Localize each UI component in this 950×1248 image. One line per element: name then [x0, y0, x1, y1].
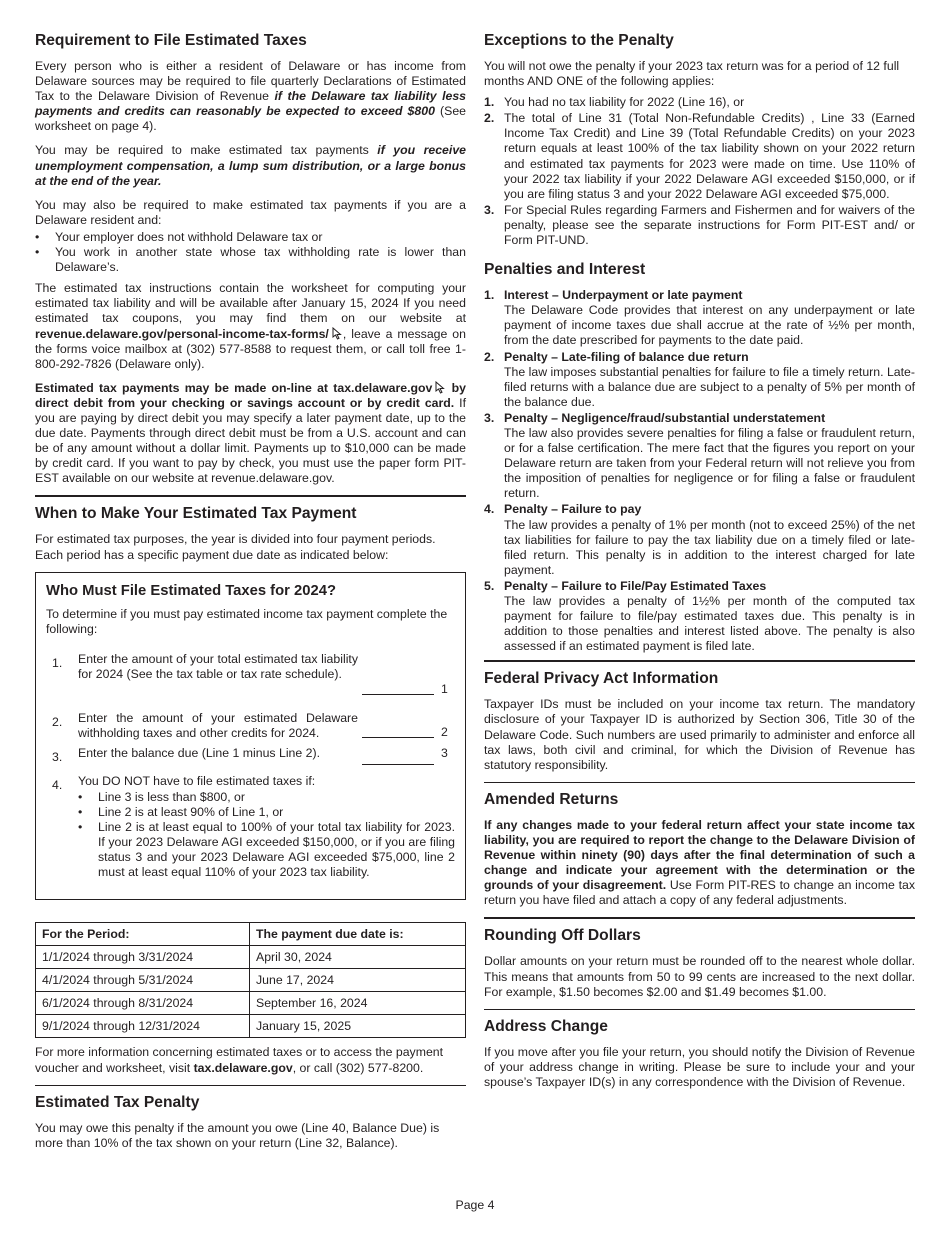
section-divider — [484, 660, 915, 662]
pointer-icon — [434, 381, 446, 394]
section-divider — [35, 1085, 466, 1086]
list-item: 3. For Special Rules regarding Farmers and Fishermen and for waivers of the penalty, please see the separate instructions for Form PIT-EST and/ or Form PIT-UND. — [484, 202, 915, 248]
table-row: 1/1/2024 through 3/31/2024 April 30, 2024 — [36, 946, 466, 969]
rounding-heading: Rounding Off Dollars — [484, 927, 641, 945]
worksheet-line-3: 3. Enter the balance due (Line 1 minus Line 2). 3 — [52, 745, 448, 764]
list-item: • You work in another state whose tax withholding rate is lower than Delaware’s. — [35, 245, 466, 275]
worksheet — [46, 652, 455, 881]
worksheet-line-4: 4. You DO NOT have to file estimated taxes if: • Line 3 is less than $800, or • Line 2 is at least 90% of Line 1, or • Line 2 is at least equal to 100% of your total tax liability for 2023. If your 2023 Delaware AGI exceeded $150,000, or if you are filing status 3 and your 2023 Delaware AGI exceeded $75,000, line 2 must at least equal 110% of your 2023 tax liability. — [52, 773, 455, 880]
exemption-bullets — [78, 790, 455, 881]
section-divider — [484, 782, 915, 783]
penalties-list — [484, 288, 915, 654]
list-item: 1. Interest – Underpayment or late payment The Delaware Code provides that interest on any underpayment or late payment of income taxes due shall accrue at the rate of ½% per month, from the date prescribed for payments to the date paid. — [484, 288, 915, 348]
estimated-penalty-paragraph: You may owe this penalty if the amount you owe (Line 40, Balance Due) is more than 10% of the tax shown on your return (Line 32, Balance). — [35, 1120, 440, 1150]
box-heading: Who Must File Estimated Taxes for 2024? — [46, 582, 336, 599]
line-1-input[interactable] — [362, 678, 434, 695]
amended-heading: Amended Returns — [484, 790, 619, 808]
table-row: 6/1/2024 through 8/31/2024 September 16, 2024 — [36, 992, 466, 1015]
list-item: 4. Penalty – Failure to pay The law provides a penalty of 1% per month (not to exceed 25%) of the net tax liabilities for failure to pay the tax liability due on a timely filed or late-filed return. This penalty is in addition to the interest charged for late payment. — [484, 502, 915, 577]
section-divider — [484, 1009, 915, 1010]
table-row: 9/1/2024 through 12/31/2024 January 15, 2025 — [36, 1015, 466, 1038]
exceptions-heading: Exceptions to the Penalty — [484, 32, 674, 49]
when-heading: When to Make Your Estimated Tax Payment — [35, 505, 357, 523]
list-item: • Line 2 is at least 90% of Line 1, or — [78, 805, 284, 819]
amended-paragraph: If any changes made to your federal return affect your state income tax liability, you are required to report the change to the Delaware Division of Revenue within ninety (90) days after the final determination of such a change and indicate your agreement with the determination or the grounds of your disagreement. Use Form PIT-RES to change an income tax return you have filed and attach a copy of any federal adjustments. — [484, 817, 915, 908]
left-column — [35, 31, 466, 1160]
requirement-paragraph-3: You may also be required to make estimated tax payments if you are a Delaware resident and: — [35, 197, 466, 227]
list-item: 3. Penalty – Negligence/fraud/substantial understatement The law also provides severe penalties for filing a false or fraudulent return, or for a false certification. The mere fact that the figures you report on your Delaware return are taken from your Federal return will not relieve you from the imposition of penalties for negligence or for filing a false or fraudulent return. — [484, 410, 915, 501]
privacy-paragraph: Taxpayer IDs must be included on your income tax return. The mandatory disclosure of your Taxpayer ID is authorized by Section 306, Title 30 of the Delaware Code. Such numbers are used primarily to administer and enforce all tax laws, both civil and criminal, for which the Division of Revenue has statutory responsibility. — [484, 697, 915, 772]
requirement-paragraph-1: Every person who is either a resident of Delaware or has income from Delaware sources may be required to file quarterly Declarations of Estimated Tax to the Delaware Division of Revenue if the Delaware tax liability less payments and credits can reasonably be expected to exceed $800 (See worksheet on page 4). — [35, 59, 467, 134]
worksheet-line-2: 2. Enter the amount of your estimated Delaware withholding taxes and other credits for 2024. 2 — [52, 710, 448, 740]
list-item: 2. The total of Line 31 (Total Non-Refundable Credits) , Line 33 (Earned Income Tax Credit) and Line 39 (Total Refundable Credits) on your 2023 return equals at least 100% of the tax liability shown on your 2022 return and estimated tax payments for 2023 were made on time. Use 110% of your 2022 tax liability if your 2022 Delaware AGI exceeded $150,000, or if you are filing status 3 and your 2022 Delaware AGI exceeded $75,000. — [484, 111, 915, 201]
section-divider — [35, 495, 466, 497]
when-paragraph: For estimated tax purposes, the year is divided into four payment periods. Each period has a specific payment due date as indicated below: — [35, 532, 436, 562]
list-item: • Line 3 is less than $800, or — [78, 789, 245, 804]
requirement-paragraph-5: Estimated tax payments may be made on-line at tax.delaware.gov by direct debit from your checking or savings account or by credit card. If you are paying by direct debit you may specify a later payment date, up to the due date. Payments through direct debit must be from a U.S. account and can be of any amount without a dollar limit. Payments up to $10,000 can be made by credit card. If you want to pay by check, you must use the paper form PIT-EST available on our website at revenue.delaware.gov. — [35, 380, 467, 486]
penalties-heading: Penalties and Interest — [484, 261, 646, 279]
worksheet-line-1: 1. Enter the amount of your total estimated tax liability for 2024 (See the tax table or tax rate schedule). 1 — [52, 651, 448, 696]
due-date-table — [35, 922, 466, 1038]
tax-site-link[interactable]: tax.delaware.gov — [193, 1060, 293, 1075]
requirement-paragraph-4: The estimated tax instructions contain the worksheet for computing your estimated tax liability and will be available after January 15, 2024 If you need estimated tax coupons, you may find them on our website at revenue.delaware.gov/personal-income-tax-forms/ , leave a message on the forms voice mailbox at (302) 577-8588 to request them, or call toll free 1-800-292-7826 (Delaware only). — [35, 281, 466, 371]
estimated-penalty-heading: Estimated Tax Penalty — [35, 1093, 200, 1111]
exceptions-intro: You will not owe the penalty if your 2023 tax return was for a period of 12 full months AND ONE of the following applies: — [484, 59, 900, 89]
list-item: 5. Penalty – Failure to File/Pay Estimated Taxes The law provides a penalty of 1½% per month of the computed tax payment for failure to file/pay estimated taxes due. This penalty is in addition to those penalties and interest listed above. The penalty is also assessed if an estimated payment is filed late. — [484, 578, 915, 654]
box-intro: To determine if you must pay estimated income tax payment complete the following: — [46, 606, 448, 636]
list-item: 1. You had no tax liability for 2022 (Line 16), or — [484, 95, 745, 110]
forms-link[interactable]: revenue.delaware.gov/personal-income-tax-forms/ — [35, 326, 329, 341]
line-2-input[interactable] — [362, 719, 434, 738]
page-number: Page 4 — [455, 1198, 495, 1212]
list-item: • Line 2 is at least equal to 100% of your total tax liability for 2023. If your 2023 Delaware AGI exceeded $150,000, or if you are filing status 3 and your 2023 Delaware AGI exceeded $75,000, line 2 must at least equal 110% of your 2023 tax liability. — [78, 820, 455, 880]
right-column — [484, 31, 915, 1099]
more-info-paragraph: For more information concerning estimated taxes or to access the payment voucher and worksheet, visit tax.delaware.gov, or call (302) 577-8200. — [35, 1045, 444, 1075]
rounding-paragraph: Dollar amounts on your return must be rounded off to the nearest whole dollar. This means that amounts from 50 to 99 cents are increased to the next dollar. For example, $1.50 becomes $2.00 and $1.49 becomes $1.00. — [484, 954, 915, 999]
address-paragraph: If you move after you file your return, you should notify the Division of Revenue of your address change in writing. Please be sure to include your and your spouse’s Taxpayer ID(s) in any correspondence with the Division of Revenue. — [484, 1044, 915, 1089]
exceptions-list — [484, 95, 915, 248]
requirement-bullets — [35, 230, 466, 275]
who-must-file-box — [35, 572, 466, 901]
list-item: • Your employer does not withhold Delaware tax or — [35, 229, 323, 244]
table-header-row: For the Period: The payment due date is: — [36, 923, 466, 946]
privacy-heading: Federal Privacy Act Information — [484, 670, 719, 688]
list-item: 2. Penalty – Late-filing of balance due return The law imposes substantial penalties for failure to file a timely return. Late-filed returns with a balance due are subject to a penalty of 5% per month of the balance due. — [484, 349, 915, 409]
pointer-icon — [331, 327, 343, 340]
section-divider — [484, 917, 915, 919]
requirement-heading: Requirement to File Estimated Taxes — [35, 32, 307, 49]
address-heading: Address Change — [484, 1017, 608, 1035]
requirement-paragraph-2: You may be required to make estimated tax payments if you receive unemployment compensation, a lump sum distribution, or a large bonus at the end of the year. — [35, 143, 466, 188]
table-row: 4/1/2024 through 5/31/2024 June 17, 2024 — [36, 969, 466, 992]
line-3-input[interactable] — [362, 748, 434, 765]
